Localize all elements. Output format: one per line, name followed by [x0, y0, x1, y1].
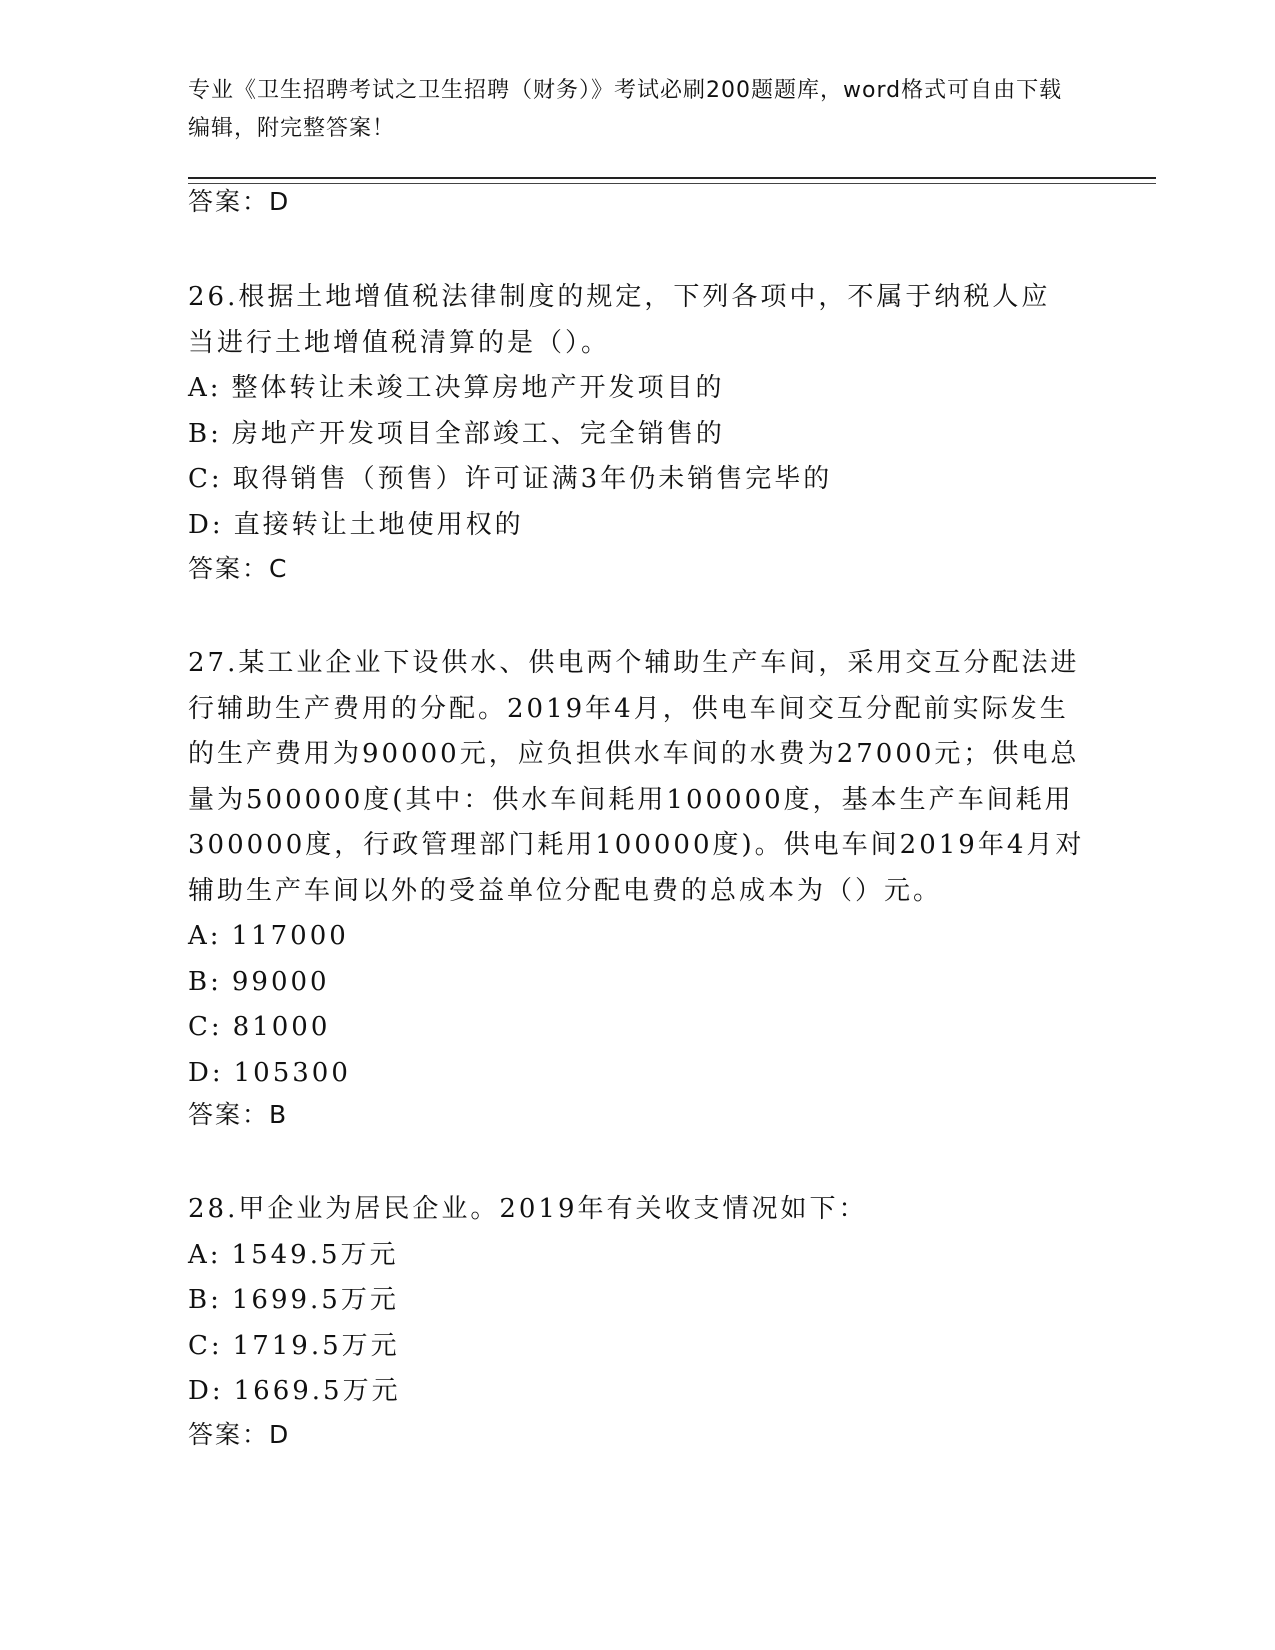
option-b: B: 房地产开发项目全部竣工、完全销售的	[188, 418, 725, 449]
question-26	[188, 275, 1068, 548]
answer-value: D	[269, 187, 290, 216]
answer-label: 答案：	[188, 554, 270, 583]
answer-line	[188, 185, 289, 219]
question-stem: 26.根据土地增值税法律制度的规定，下列各项中，不属于纳税人应当进行土地增值税清算的是（）。	[188, 282, 1051, 358]
answer-line	[188, 552, 287, 586]
question-27	[188, 641, 1088, 1096]
header-rule-thin	[188, 183, 1156, 184]
question-28	[188, 1187, 1088, 1415]
option-d: D: 105300	[188, 1057, 351, 1088]
document-header: 专业《卫生招聘考试之卫生招聘（财务）》考试必刷200题题库，word格式可自由下载编辑，附完整答案！	[188, 78, 1063, 141]
option-a: A: 1549.5万元	[188, 1239, 399, 1270]
header-rule	[188, 177, 1156, 179]
answer-line	[188, 1098, 287, 1132]
answer-value: D	[269, 1420, 290, 1449]
option-a: A: 整体转让未竣工决算房地产开发项目的	[188, 373, 725, 403]
question-stem: 27.某工业企业下设供水、供电两个辅助生产车间，采用交互分配法进行辅助生产费用的分配。2019年4月，供电车间交互分配前实际发生的生产费用为90000元，应负担供水车间的水费为27000元；供电总量为500000度(其中：供水车间耗用100000度，基本生产车间耗用300000度，行政管理部门耗用100000度)。供电车间2019年4月对辅助生产车间以外的受益单位分配电费的总成本为（）元。	[188, 648, 1085, 906]
option-d: D: 直接转让土地使用权的	[188, 509, 524, 540]
question-stem: 28.甲企业为居民企业。2019年有关收支情况如下：	[188, 1194, 868, 1224]
option-b: B: 1699.5万元	[188, 1285, 399, 1315]
option-a: A: 117000	[188, 921, 349, 951]
option-c: C: 1719.5万元	[188, 1330, 400, 1361]
answer-value: C	[269, 554, 288, 583]
option-c: C: 81000	[188, 1012, 331, 1042]
answer-label: 答案：	[188, 1420, 270, 1449]
answer-label: 答案：	[188, 1100, 270, 1129]
answer-value: B	[269, 1100, 288, 1129]
answer-line	[188, 1418, 289, 1452]
option-b: B: 99000	[188, 966, 330, 997]
answer-label: 答案：	[188, 187, 270, 216]
option-d: D: 1669.5万元	[188, 1376, 401, 1406]
option-c: C: 取得销售（预售）许可证满3年仍未销售完毕的	[188, 464, 833, 494]
